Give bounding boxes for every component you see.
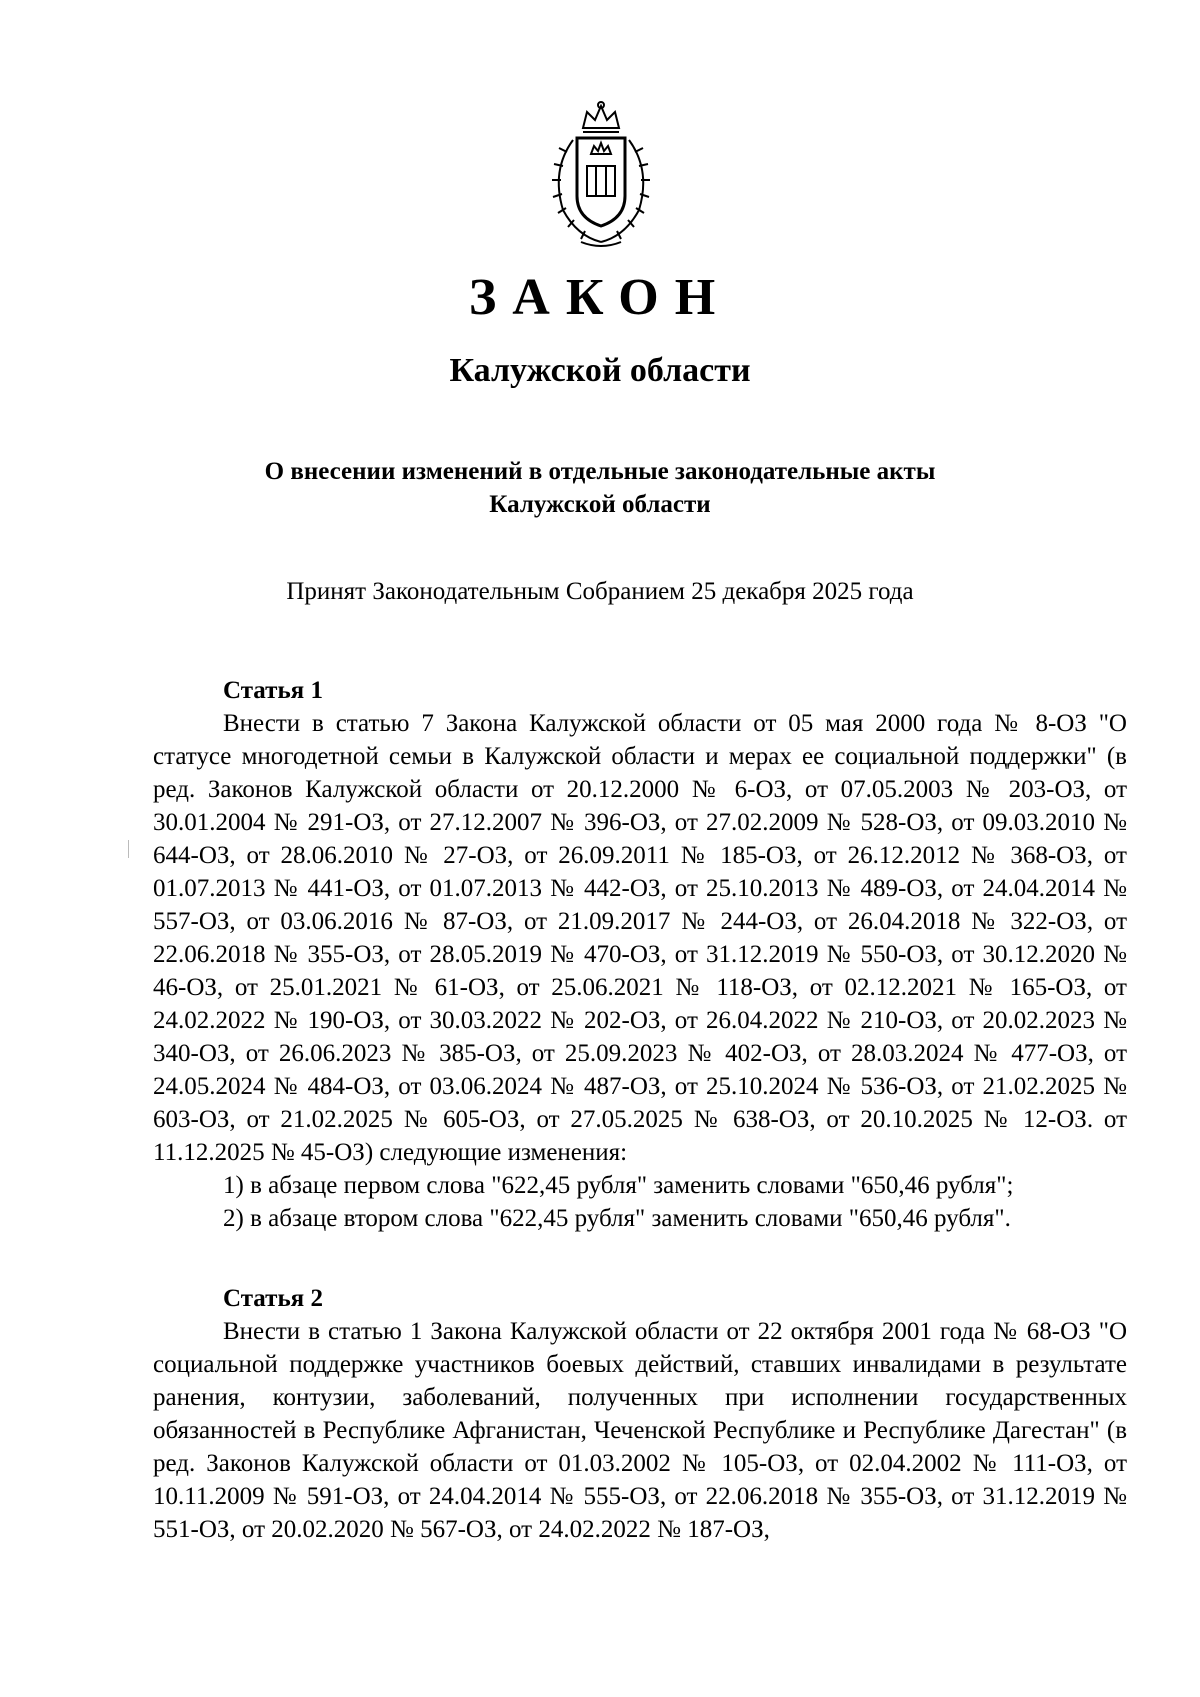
law-subject <box>0 455 1200 521</box>
article-2 <box>153 1282 1127 1546</box>
coat-of-arms-icon <box>543 100 659 250</box>
region-name: Калужской области <box>449 352 751 389</box>
article-2-text: Внести в статью 1 Закона Калужской области от 22 октября 2001 года № 68-ОЗ "О социальной поддержке участников боевых действий, ставших инвалидами в результате ранения, контузии, заболеваний, полученных при исполнении государственных обязанностей в Республике Афганистан, Чеченской Республике и Республике Дагестан" (в ред. Законов Калужской области от 01.03.2002 № 105-ОЗ, от 02.04.2002 № 111-ОЗ, от 10.11.2009 № 591-ОЗ, от 24.04.2014 № 555-ОЗ, от 22.06.2018 № 355-ОЗ, от 31.12.2019 № 551-ОЗ, от 20.02.2020 № 567-ОЗ, от 24.02.2022 № 187-ОЗ, <box>153 1318 1127 1543</box>
article-1-heading: Статья 1 <box>223 677 323 704</box>
law-subject-line-2: Калужской области <box>489 491 711 518</box>
article-1 <box>153 674 1127 1235</box>
article-1-item-2: 2) в абзаце втором слова "622,45 рубля" заменить словами "650,46 рубля". <box>223 1205 1011 1232</box>
article-1-text: Внести в статью 7 Закона Калужской области от 05 мая 2000 года № 8-ОЗ "О статусе многодетной семьи в Калужской области и мерах ее социальной поддержки" (в ред. Законов Калужской области от 20.12.2000 № 6-ОЗ, от 07.05.2003 № 203-ОЗ, от 30.01.2004 № 291-ОЗ, от 27.12.2007 № 396-ОЗ, от 27.02.2009 № 528-ОЗ, от 09.03.2010 № 644-ОЗ, от 28.06.2010 № 27-ОЗ, от 26.09.2011 № 185-ОЗ, от 26.12.2012 № 368-ОЗ, от 01.07.2013 № 441-ОЗ, от 01.07.2013 № 442-ОЗ, от 25.10.2013 № 489-ОЗ, от 24.04.2014 № 557-ОЗ, от 03.06.2016 № 87-ОЗ, от 21.09.2017 № 244-ОЗ, от 26.04.2018 № 322-ОЗ, от 22.06.2018 № 355-ОЗ, от 28.05.2019 № 470-ОЗ, от 31.12.2019 № 550-ОЗ, от 30.12.2020 № 46-ОЗ, от 25.01.2021 № 61-ОЗ, от 25.06.2021 № 118-ОЗ, от 02.12.2021 № 165-ОЗ, от 24.02.2022 № 190-ОЗ, от 30.03.2022 № 202-ОЗ, от 26.04.2022 № 210-ОЗ, от 20.02.2023 № 340-ОЗ, от 26.06.2023 № 385-ОЗ, от 25.09.2023 № 402-ОЗ, от 28.03.2024 № 477-ОЗ, от 24.05.2024 № 484-ОЗ, от 03.06.2024 № 487-ОЗ, от 25.10.2024 № 536-ОЗ, от 21.02.2025 № 603-ОЗ, от 21.02.2025 № 605-ОЗ, от 27.05.2025 № 638-ОЗ, от 20.10.2025 № 12-ОЗ. от 11.12.2025 № 45-ОЗ) следующие изменения: <box>153 710 1127 1166</box>
article-2-heading: Статья 2 <box>223 1285 323 1312</box>
margin-mark <box>128 840 129 858</box>
article-1-item-1: 1) в абзаце первом слова "622,45 рубля" заменить словами "650,46 рубля"; <box>223 1172 1014 1199</box>
document-title: ЗАКОН <box>468 269 732 326</box>
law-subject-line-1: О внесении изменений в отдельные законодательные акты <box>264 458 936 485</box>
adoption-note: Принят Законодательным Собранием 25 декабря 2025 года <box>286 578 914 605</box>
